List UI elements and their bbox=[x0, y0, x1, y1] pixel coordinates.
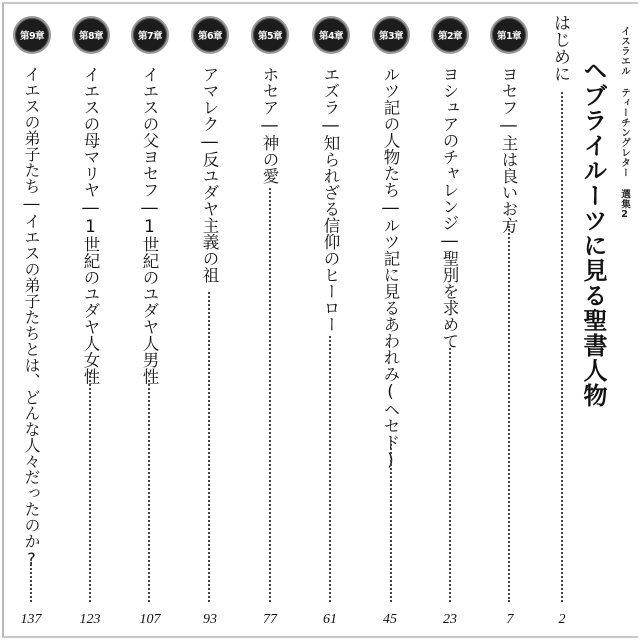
chapter-badge: 第1章 bbox=[490, 16, 528, 54]
page-number: 2 bbox=[558, 612, 566, 627]
leader-dots bbox=[390, 440, 392, 602]
chapter-badge: 第9章 bbox=[13, 16, 51, 54]
chapter-badge: 第5章 bbox=[251, 16, 289, 54]
page-number: 77 bbox=[263, 612, 277, 627]
page-number: 45 bbox=[383, 612, 397, 627]
chapter-title: アマレク―反ユダヤ主義の祖 bbox=[200, 66, 219, 283]
page-number: 61 bbox=[323, 612, 337, 627]
chapter-title: ヨセフ―主は良いお方 bbox=[499, 66, 518, 234]
chapter-title: イエスの母マリヤ―1世紀のユダヤ人女性 bbox=[81, 66, 100, 385]
leader-dots bbox=[508, 226, 510, 602]
chapter-badge: 第8章 bbox=[72, 16, 110, 54]
chapter-title: ヨシュアのチャレンジ―聖別を求めて bbox=[440, 66, 459, 349]
chapter-badge: 第3章 bbox=[372, 16, 410, 54]
chapter-badge: 第2章 bbox=[431, 16, 469, 54]
toc-entry-intro[interactable]: はじめに bbox=[550, 14, 570, 82]
leader-dots bbox=[208, 292, 210, 602]
page-number: 23 bbox=[443, 612, 457, 627]
book-title: ヘブライルーツに見る聖書人物 bbox=[579, 58, 607, 408]
leader-dots bbox=[329, 336, 331, 602]
leader-dots bbox=[148, 380, 150, 602]
chapter-title: エズラ―知られざる信仰のヒーロー bbox=[321, 66, 340, 333]
leader-dots bbox=[449, 348, 451, 602]
chapter-title: イエスの父ヨセフ―1世紀のユダヤ人男性 bbox=[140, 66, 159, 385]
page-number: 107 bbox=[139, 612, 161, 627]
leader-dots bbox=[561, 92, 563, 602]
chapter-title: ルツ記の人物たち―ルツ記に見るあわれみ(ヘセド) bbox=[381, 66, 400, 470]
leader-dots bbox=[89, 372, 91, 602]
page-number: 137 bbox=[20, 612, 42, 627]
page-number: 123 bbox=[79, 612, 101, 627]
leader-dots bbox=[30, 564, 32, 602]
chapter-badge: 第4章 bbox=[312, 16, 350, 54]
chapter-badge: 第7章 bbox=[131, 16, 169, 54]
chapter-badge: 第6章 bbox=[191, 16, 229, 54]
chapter-title: イエスの弟子たち―イエスの弟子たちとは、どんな人々だったのか? bbox=[22, 66, 41, 568]
page-number: 7 bbox=[506, 612, 514, 627]
chapter-title: ホセア―神の愛 bbox=[260, 66, 279, 184]
page-number: 93 bbox=[203, 612, 217, 627]
series-title: イスラエル ティーチングレター 選集2 bbox=[619, 26, 630, 221]
leader-dots bbox=[269, 188, 271, 602]
